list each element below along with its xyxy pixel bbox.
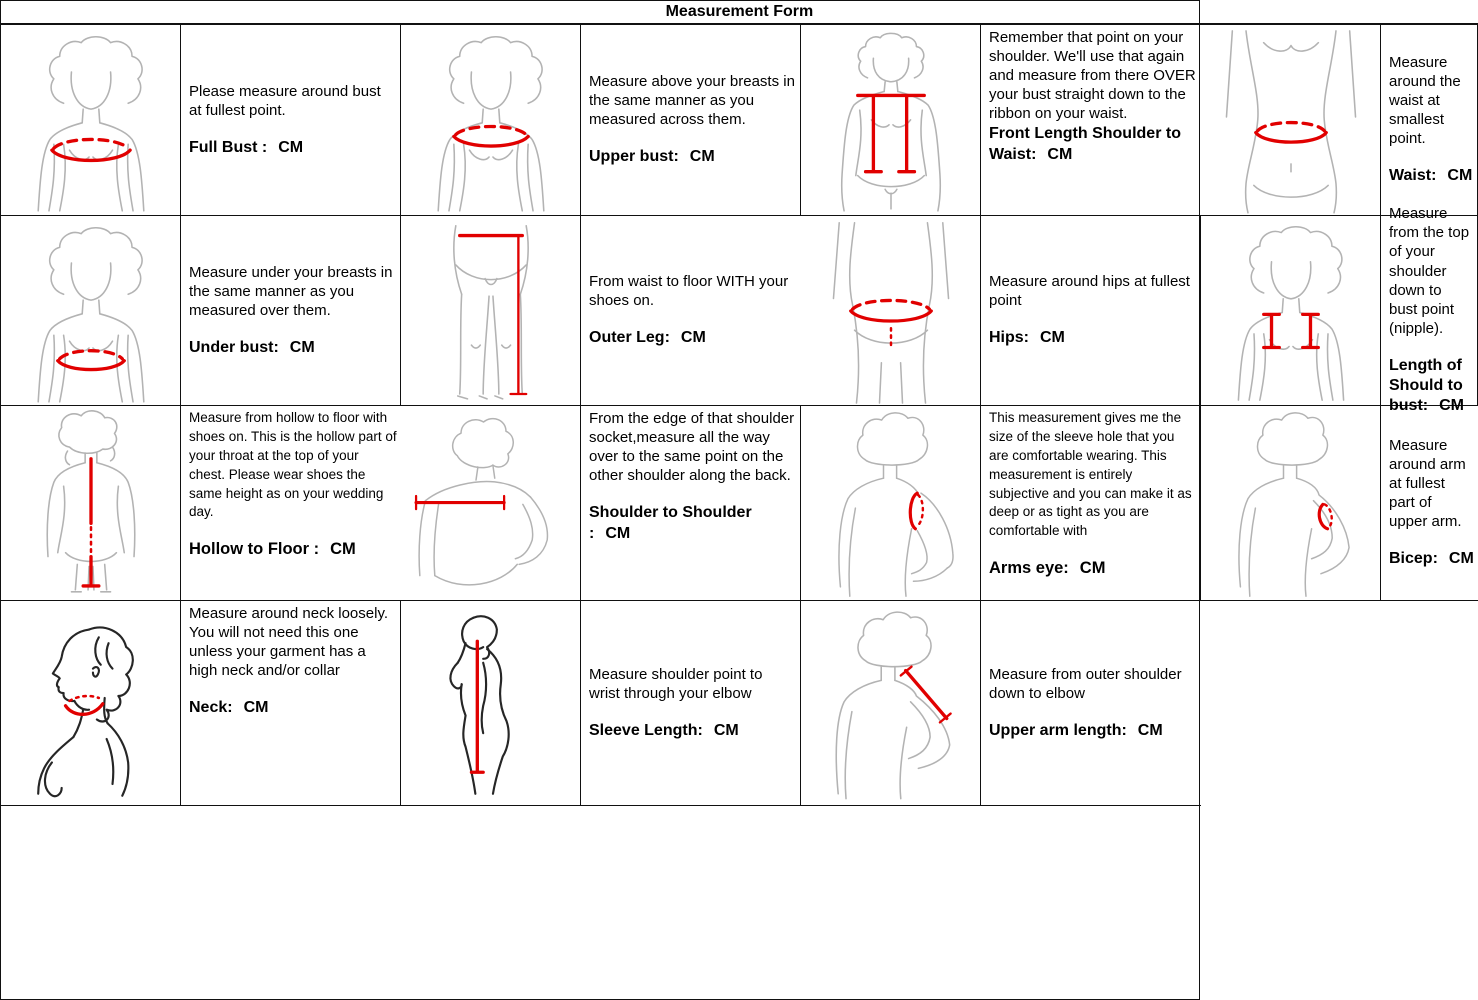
- full-bust-cell: [181, 25, 401, 216]
- arms-eye-label: Arms eye: CM: [989, 559, 1106, 578]
- figure-cell: [1201, 25, 1381, 216]
- figure-cell: [1, 25, 181, 216]
- sleeve-length-cell: [581, 601, 801, 806]
- figure-cell: [1201, 216, 1381, 406]
- figure-cell: [801, 406, 981, 601]
- outer-leg-label: Outer Leg: CM: [589, 329, 706, 347]
- full-bust-figure: [3, 27, 179, 213]
- figure-cell: [801, 216, 981, 406]
- outer-leg-cell: [581, 216, 801, 406]
- bicep-figure: [1203, 407, 1379, 599]
- upper-bust-label: Upper bust: CM: [589, 148, 715, 166]
- waist-figure: [1203, 27, 1379, 213]
- front-length-figure: [803, 27, 979, 213]
- shoulder-to-bust-cell: [1381, 205, 1478, 415]
- full-bust-description: Please measure around bust at fullest point.: [189, 82, 381, 119]
- under-bust-figure: [3, 218, 179, 404]
- arms-eye-description: This measurement gives me the size of the sleeve hole that you are comfortable wearing. This measurement is entirely subjective and you can make it as deep or as tight as you are comfortable with: [989, 410, 1192, 539]
- hips-label: Hips: CM: [989, 329, 1065, 347]
- upper-arm-length-description: Measure from outer shoulder down to elbow: [989, 665, 1182, 702]
- arms-eye-cell: [981, 406, 1201, 601]
- under-bust-label: Under bust: CM: [189, 338, 315, 356]
- outer-leg-figure: [403, 218, 579, 404]
- under-bust-cell: [181, 216, 401, 406]
- neck-figure: [3, 608, 179, 799]
- waist-label: Waist: CM: [1389, 167, 1473, 185]
- waist-description: Measure around the waist at smallest point.: [1389, 54, 1461, 148]
- full-bust-label: Full Bust : CM: [189, 138, 304, 156]
- figure-cell: [401, 216, 581, 406]
- shoulder-to-shoulder-description: From the edge of that shoulder socket,measure all the way over to the same point on the other shoulder along the back.: [589, 410, 795, 485]
- upper-bust-cell: [581, 25, 801, 216]
- bicep-cell: [1381, 406, 1478, 601]
- page-title: Measurement Form: [1, 1, 1478, 25]
- neck-description: Measure around neck loosely. You will not need this one unless your garment has a high neck and/or collar: [189, 605, 388, 680]
- bicep-description: Measure around arm at fullest part of upper arm.: [1389, 437, 1466, 531]
- hollow-to-floor-figure: [3, 408, 179, 599]
- shoulder-to-shoulder-cell: [581, 406, 801, 601]
- figure-cell: [401, 601, 581, 806]
- under-bust-description: Measure under your breasts in the same manner as you measured over them.: [189, 263, 393, 319]
- hollow-to-floor-label: Hollow to Floor : CM: [189, 540, 356, 559]
- shoulder-to-bust-label: Length of Should to bust: CM: [1389, 356, 1464, 415]
- figure-cell: [1, 216, 181, 406]
- figure-cell: [401, 25, 581, 216]
- figure-cell: [401, 406, 581, 601]
- shoulder-to-bust-figure: [1203, 217, 1379, 404]
- front-length-cell: [981, 25, 1201, 216]
- sleeve-length-figure: [403, 608, 579, 799]
- figure-cell: [1, 406, 181, 601]
- neck-cell: [181, 601, 401, 806]
- hips-description: Measure around hips at fullest point: [989, 273, 1190, 310]
- shoulder-to-shoulder-figure: [403, 407, 579, 599]
- upper-bust-figure: [403, 27, 579, 213]
- figure-cell: [1, 601, 181, 806]
- figure-cell: [801, 601, 981, 806]
- front-length-description: Remember that point on your shoulder. We'll use that again and measure from there OVER your bust straight down to the ribbon on your waist.: [989, 29, 1196, 123]
- sleeve-length-description: Measure shoulder point to wrist through your elbow: [589, 665, 763, 702]
- waist-cell: [1381, 25, 1478, 216]
- figure-cell: [801, 25, 981, 216]
- upper-arm-length-figure: [803, 608, 979, 799]
- bicep-label: Bicep: CM: [1389, 550, 1474, 568]
- neck-label: Neck: CM: [189, 699, 269, 717]
- hips-cell: [981, 216, 1201, 406]
- upper-bust-description: Measure above your breasts in the same manner as you measured across them.: [589, 73, 795, 129]
- hollow-to-floor-cell: [181, 406, 401, 601]
- hips-figure: [803, 217, 979, 404]
- shoulder-to-bust-description: Measure from the top of your shoulder down to bust point (nipple).: [1389, 205, 1470, 337]
- figure-cell: [1201, 406, 1381, 601]
- arms-eye-figure: [803, 407, 979, 599]
- upper-arm-length-cell: [981, 601, 1201, 806]
- upper-arm-length-label: Upper arm length: CM: [989, 721, 1163, 739]
- front-length-label: Front Length Shoulder to Waist: CM: [989, 125, 1181, 163]
- outer-leg-description: From waist to floor WITH your shoes on.: [589, 273, 789, 310]
- hollow-to-floor-description: Measure from hollow to floor with shoes on. This is the hollow part of your throat at the top of your chest. Please wear shoes the same height as on your wedding day.: [189, 410, 397, 520]
- shoulder-to-shoulder-label: Shoulder to Shoulder : CM: [589, 504, 752, 542]
- sleeve-length-label: Sleeve Length: CM: [589, 721, 739, 739]
